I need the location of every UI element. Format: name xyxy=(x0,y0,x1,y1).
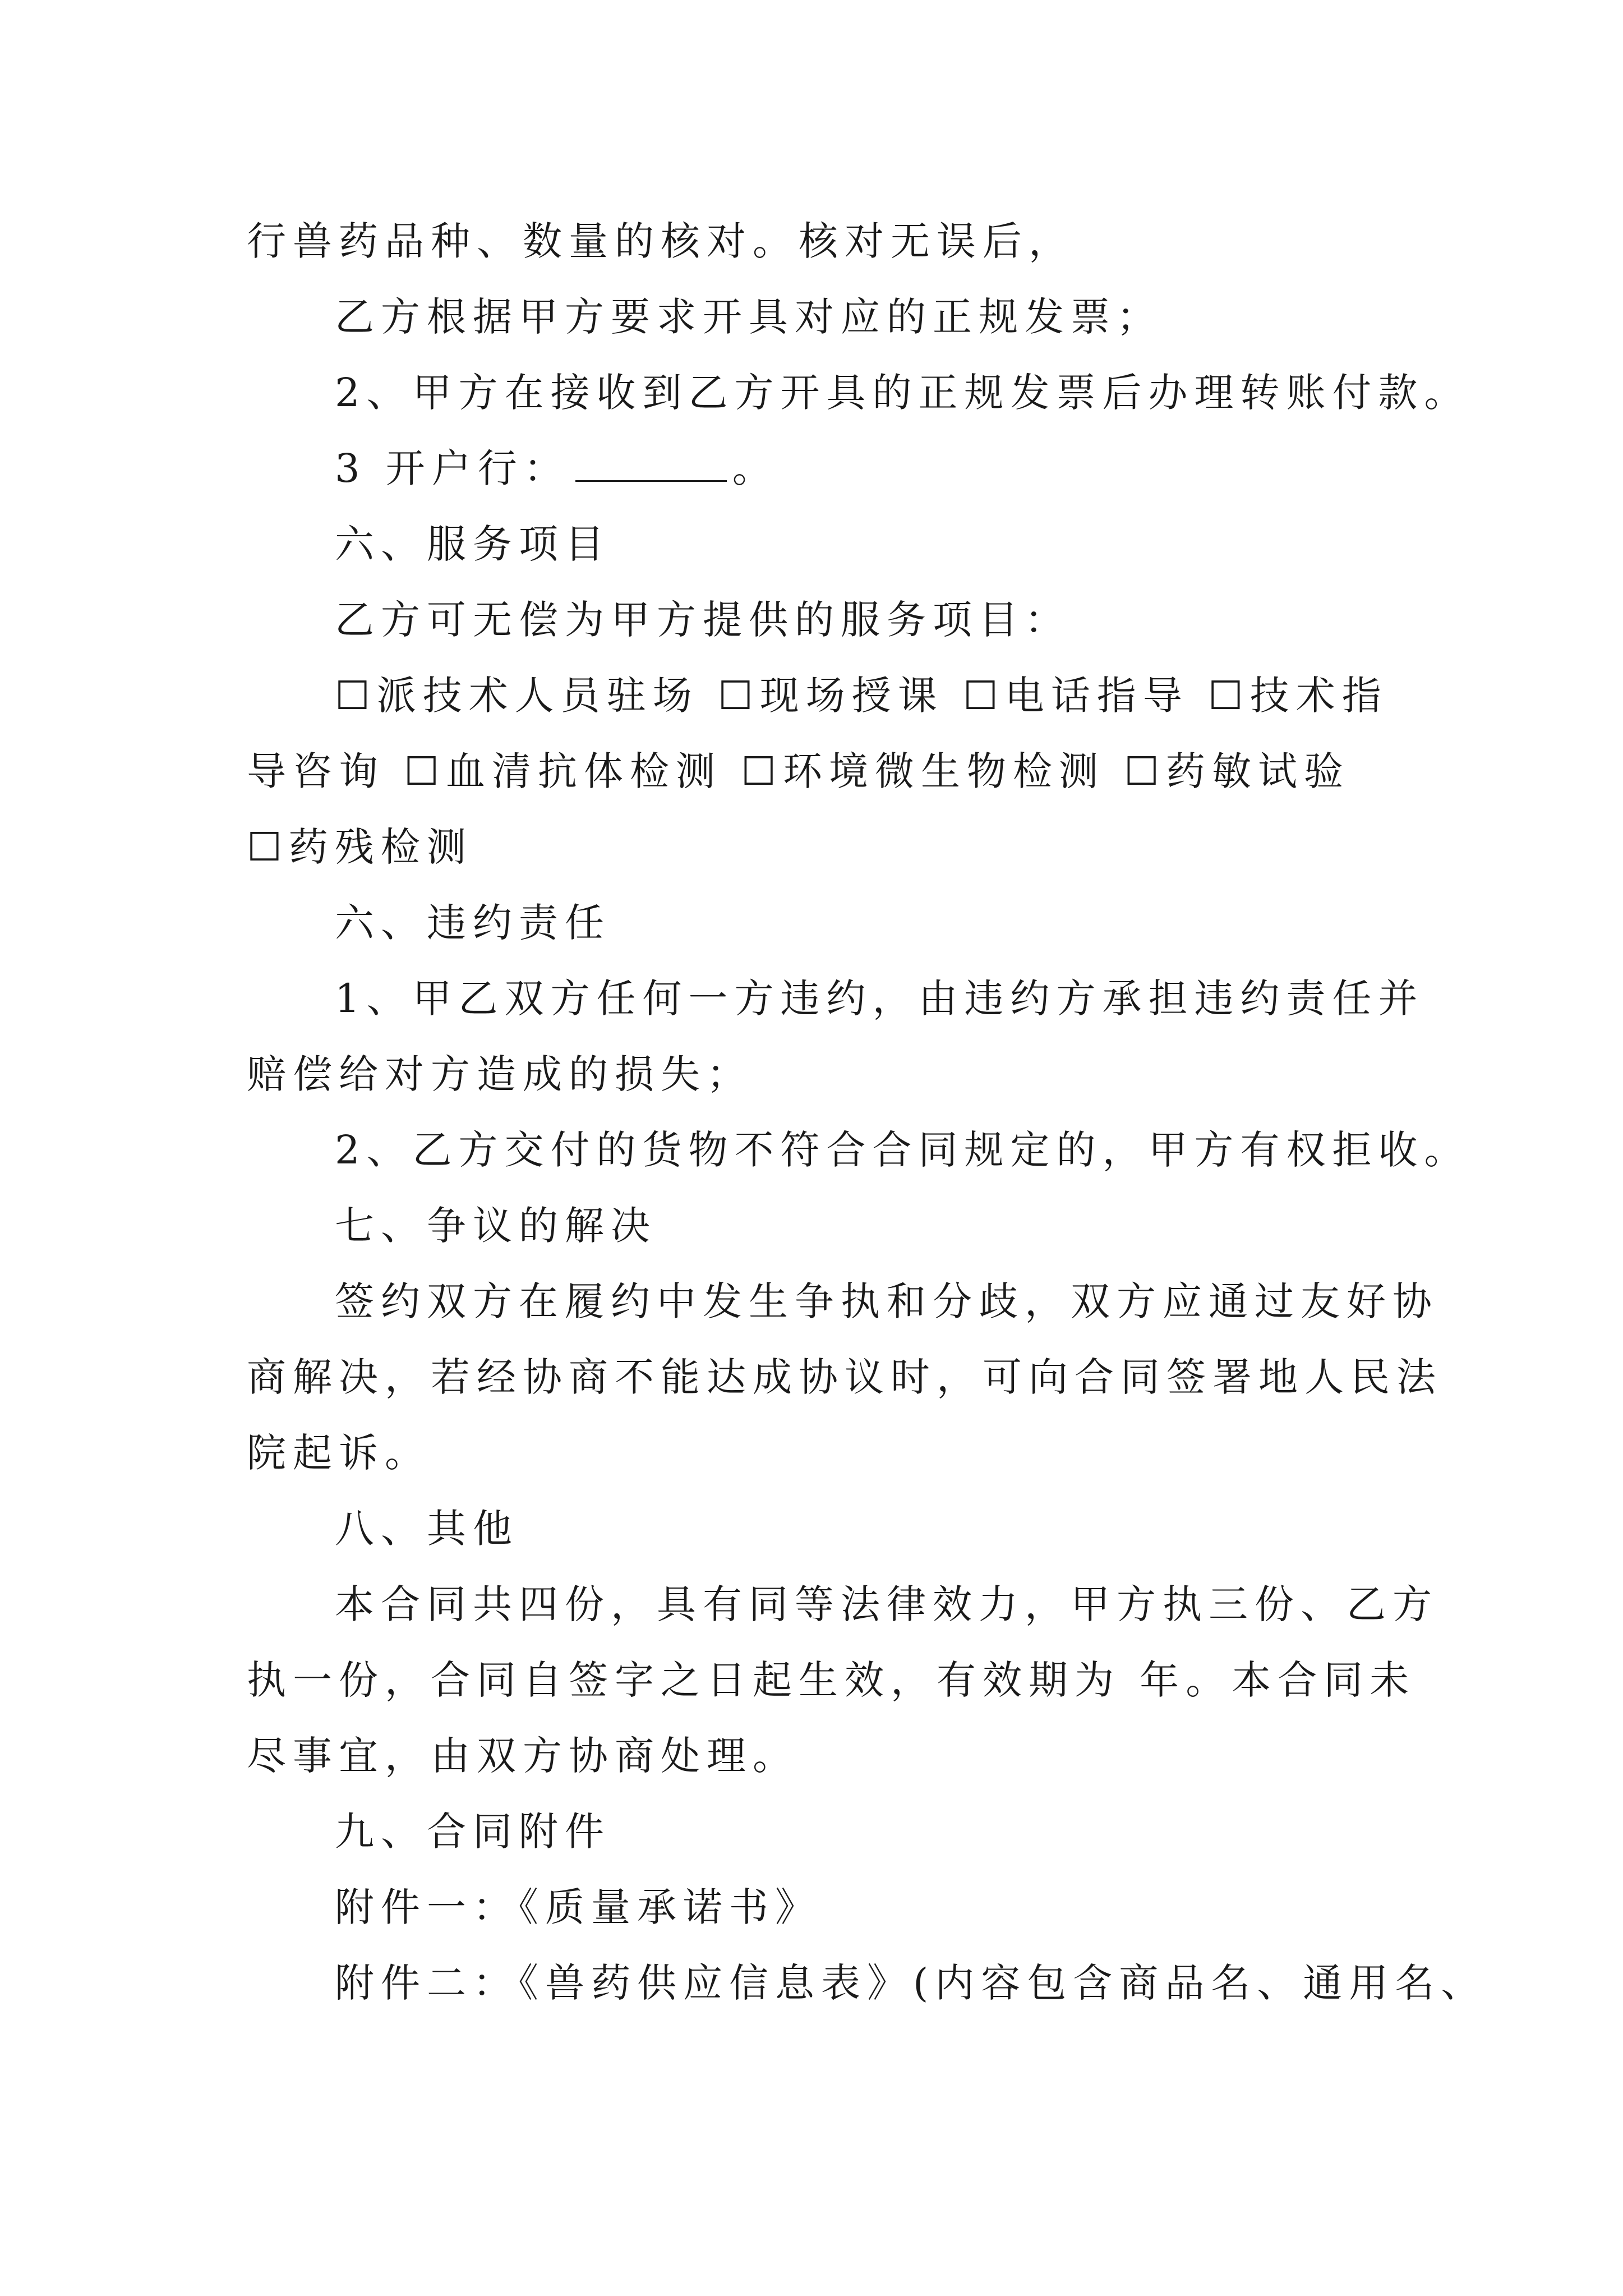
bank-line xyxy=(335,443,1395,494)
text-line: 乙方根据甲方要求开具对应的正规发票； xyxy=(335,294,1163,340)
text-line: 2、甲方在接收到乙方开具的正规发票后办理转账付款。 xyxy=(335,370,1470,416)
text-line: 赔偿给对方造成的损失； xyxy=(247,1051,753,1097)
section-heading: 九、合同附件 xyxy=(335,1809,611,1855)
text-line: 商解决，若经协商不能达成协议时，可向合同签署地人民法 xyxy=(247,1354,1442,1400)
text-line: 签约双方在履约中发生争执和分歧，双方应通过友好协 xyxy=(335,1278,1438,1324)
section-heading: 六、服务项目 xyxy=(335,521,611,567)
text-line: 院起诉。 xyxy=(247,1430,431,1476)
text-line: 1、甲乙双方任何一方违约，由违约方承担违约责任并 xyxy=(335,976,1424,1022)
section-heading: 六、违约责任 xyxy=(335,900,611,946)
text-line: 行兽药品种、数量的核对。核对无误后， xyxy=(247,218,1075,264)
checkbox-options-line: ☐药残检测 xyxy=(247,824,473,870)
text-line: 执一份，合同自签字之日起生效，有效期为 年。本合同未 xyxy=(247,1657,1416,1703)
text-line: 乙方可无偿为甲方提供的服务项目： xyxy=(335,597,1071,643)
section-heading: 七、争议的解决 xyxy=(335,1203,657,1249)
blank-field xyxy=(575,447,727,482)
checkbox-options-line: ☐派技术人员驻场 ☐现场授课 ☐电话指导 ☐技术指 xyxy=(335,673,1388,719)
checkbox-options-line: 导咨询 ☐血清抗体检测 ☐环境微生物检测 ☐药敏试验 xyxy=(247,748,1350,794)
attachment-line: 附件二：《兽药供应信息表》(内容包含商品名、通用名、 xyxy=(335,1960,1487,2006)
bank-label: 3 开户行： xyxy=(335,445,570,491)
text-line: 2、乙方交付的货物不符合合同规定的，甲方有权拒收。 xyxy=(335,1127,1470,1173)
section-heading: 八、其他 xyxy=(335,1506,519,1552)
text-line: 本合同共四份，具有同等法律效力，甲方执三份、乙方 xyxy=(335,1581,1438,1627)
attachment-line: 附件一：《质量承诺书》 xyxy=(335,1884,821,1930)
bank-end: 。 xyxy=(732,445,778,491)
text-line: 尽事宜，由双方协商处理。 xyxy=(247,1733,799,1779)
